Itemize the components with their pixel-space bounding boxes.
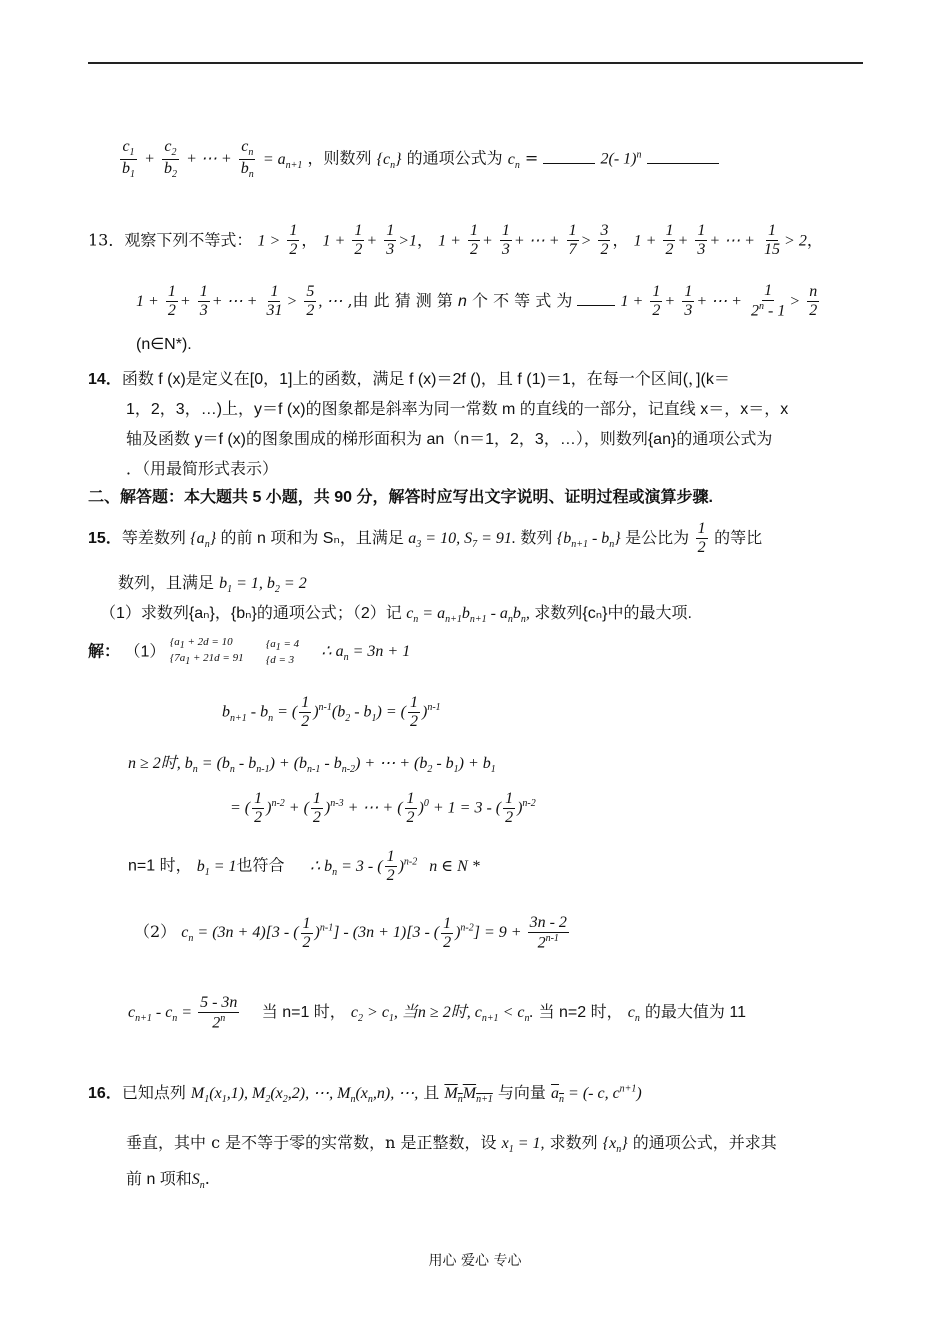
q12-tail-text: ，则数列 [307, 148, 372, 168]
q14-line3: 轴及函数 y＝f (x)的图象围成的梯形面积为 an（n＝1，2，3，…），则数列{an}的通项公式为 [126, 431, 773, 448]
solution-n1: n=1 时， $b_1 = 1$也符合 ∴ $b_n = 3$ - ( $\frac{1}{2}$ )$^{n-2}$ n ∈ N * [128, 848, 480, 885]
header-rule [88, 62, 863, 64]
q14-line2: 1，2，3，…)上，y＝f (x)的图象都是斜率为同一常数 m 的直线的一部分，记直线 x＝，x＝，x [126, 401, 789, 418]
q12-line: $\frac{c_1}{b_1}$ + $\frac{c_2}{b_2}$ + ⋯ + $\frac{c_n}{b_n}$ = $a_{n+1}$ ，则数列 $\{c_n\}$ 的通项公式为 $c_n = 2(-$ 1)$^n$ [118, 138, 719, 180]
q13-line2: 1 + $\frac{1}{2}$ + $\frac{1}{3}$ + ⋯ + $\frac{1}{31}$ > $\frac{5}{2}$ , ⋯ ,由 此 猜 测 第 n 个 不 等 式 为 1 + $\frac{1}{2}$ + $\frac{1}{3}$ + ⋯ + $\frac{1}{2^n - 1}$ > $\frac{n}{2}$ [136, 282, 818, 320]
solution-part2: （2） $c_n = (3n + 4)[3$ - ( $\frac{1}{2}$ )$^{n-1}$] - (3n + 1)[3 - ( $\frac{1}{2}$ )$^{n-2}$] = 9 + $\frac{3n - 2}{2^{n-1}}$ [134, 914, 567, 952]
q12-mid-text: 的通项公式为 [406, 148, 503, 168]
solution-bn-diff: $b_{n+1} - b_n$ = ( $\frac{1}{2}$ )$^{n-1}(b_2 - b_1)$ = ( $\frac{1}{2}$ )$^{n-1}$ [222, 694, 441, 731]
q15-line1: 15．等差数列 $\{a_n\}$ 的前 n 项和为 Sₙ，且满足 $a_3 = 10$, $S_7 = 91$. 数列 $\{b_{n+1} - b_n\}$ 是公比为 $\frac{1}{2}$ 的等比 [88, 520, 763, 557]
q14-line1: 14．函数 f (x)是定义在[0，1]上的函数，满足 f (x)＝2f ()，且 f (1)＝1，在每一个区间(，](k＝ [88, 371, 730, 388]
fraction-cn-bn: $\frac{c_n}{b_n}$ [240, 138, 254, 180]
q16-line1: 16．已知点列 $M_1(x_1,1)$, $M_2(x_2,2)$, ⋯, $M_n(x_n,n)$, ⋯, 且 $M_nM_{n+1}$ 与向量 $a_n$ = (- c, $c^{n+1}$) [88, 1083, 642, 1106]
page-footer: 用心 爱心 专心 [428, 1253, 522, 1269]
q12-answer: 2(- 1) [600, 150, 637, 168]
q13-label: 13．观察下列不等式： [88, 230, 253, 250]
q16-line3: 前 n 项和$S_n$. [126, 1169, 210, 1192]
solution-bn-sum: n ≥ 2时, $b_n = (b_n - b_{n-1}) + (b_{n-1} - b_{n-2})$ + ⋯ + $(b_2 - b_1) + b_1$ [128, 755, 496, 776]
q15-line3: （1）求数列{aₙ}，{bₙ}的通项公式；（2）记 $c_n = a_{n+1}b_{n+1} - a_nb_n$, 求数列{cₙ}中的最大项. [100, 605, 692, 626]
solution-line1: 解： （1） {$a_1 + 2d = 10$ {$7a_1 + 21d = 91$ {$a_1 = 4$ {d = 3 ∴ $a_n = 3n + 1$ [88, 636, 411, 668]
q13-line1: 13．观察下列不等式： 1 > $\frac{1}{2}$ ， 1 + $\frac{1}{2}$ + $\frac{1}{3}$ >1， 1 + $\frac{1}{2}$ + $\frac{1}{3}$ + ⋯ + $\frac{1}{7}$ > $\frac{3}{2}$ ， 1 + $\frac{1}{2}$ + $\frac{1}{3}$ + ⋯ + $\frac{1}{15}$ > 2， [88, 222, 823, 259]
q13-condition: (n∈N*). [136, 336, 192, 353]
fraction-c2-b2: $\frac{c_2}{b_2}$ [163, 138, 177, 180]
q15-line2: 数列，且满足 $b_1 = 1$, $b_2 = 2$ [118, 573, 307, 596]
solution-bn-closed: = ( $\frac{1}{2}$ )$^{n-2}$ + ( $\frac{1}{2}$ )$^{n-3}$ + ⋯ + ( $\frac{1}{2}$ )$^0$ + 1 = 3 - ( $\frac{1}{2}$ )$^{n-2}$ [230, 790, 536, 827]
fraction-c1-b1: $\frac{c_1}{b_1}$ [122, 138, 135, 180]
q16-line2: 垂直，其中 c 是不等于零的实常数，n 是正整数，设 $x_1 = 1$, 求数列 $\{x_n\}$ 的通项公式，并求其 [126, 1133, 777, 1156]
solution-diff: $c_{n+1} - c_n$ = $\frac{5 - 3n}{2^n}$ 当 n=1 时， $c_2 > c_1$, 当n ≥ 2时, $c_{n+1} < c_n$. 当 n=2 时， $c_n$ 的最大值为 11 [128, 994, 746, 1032]
q14-line4: ．（用最简形式表示） [126, 461, 279, 478]
section2-heading: 二、解答题：本大题共 5 小题，共 90 分，解答时应写出文字说明、证明过程或演算步骤. [88, 489, 713, 506]
